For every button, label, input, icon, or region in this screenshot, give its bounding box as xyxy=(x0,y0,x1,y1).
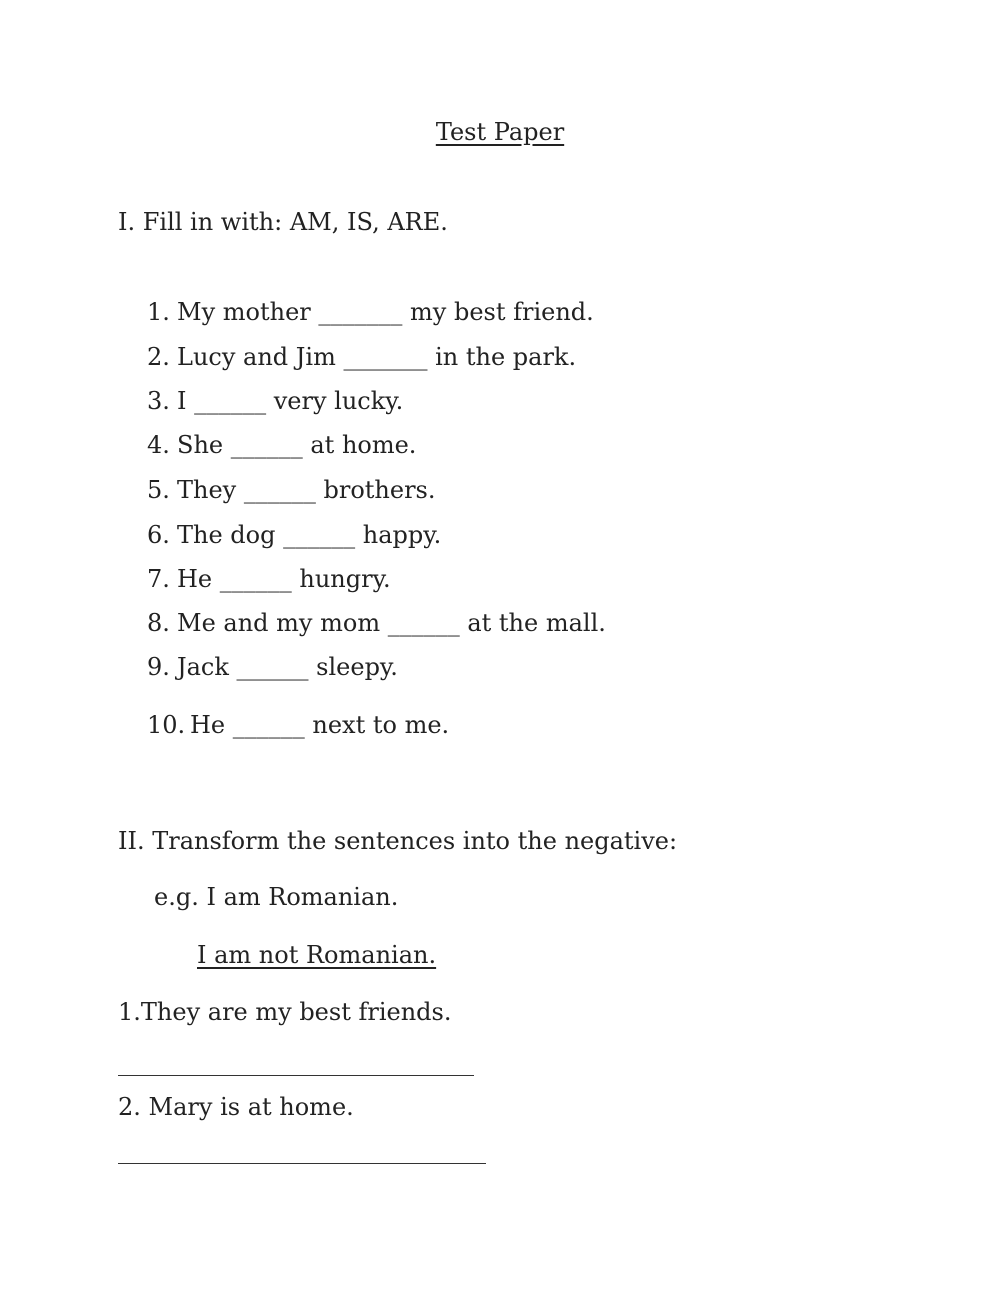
item-number: 10. xyxy=(147,711,186,739)
item-number: 1. xyxy=(147,298,170,326)
transform-item-1: 1.They are my best friends. xyxy=(118,998,452,1026)
answer-line-1[interactable] xyxy=(118,1075,474,1076)
item-number: 5. xyxy=(147,476,170,504)
item-number: 9. xyxy=(147,653,170,681)
example-answer: I am not Romanian. xyxy=(197,941,437,969)
section1-heading: I. Fill in with: AM, IS, ARE. xyxy=(118,208,448,236)
item-sentence: He ______ hungry. xyxy=(177,565,391,593)
item-number: 8. xyxy=(147,609,170,637)
item-sentence: Lucy and Jim _______ in the park. xyxy=(177,343,577,371)
item-sentence: Me and my mom ______ at the mall. xyxy=(177,609,606,637)
item-number: 4. xyxy=(147,431,170,459)
section2-heading: II. Transform the sentences into the negative: xyxy=(118,827,678,855)
answer-line-2[interactable] xyxy=(118,1163,486,1164)
item-sentence: Jack ______ sleepy. xyxy=(177,653,398,681)
item-sentence: My mother _______ my best friend. xyxy=(177,298,594,326)
page-title-text: Test Paper xyxy=(435,118,565,146)
item-sentence: They ______ brothers. xyxy=(177,476,436,504)
item-sentence: I ______ very lucky. xyxy=(177,387,404,415)
page-title xyxy=(0,120,1000,144)
transform-item-2: 2. Mary is at home. xyxy=(118,1093,354,1121)
item-number: 6. xyxy=(147,521,170,549)
item-sentence: She ______ at home. xyxy=(177,431,417,459)
item-number: 2. xyxy=(147,343,170,371)
item-sentence: The dog ______ happy. xyxy=(177,521,442,549)
item-number: 3. xyxy=(147,387,170,415)
example-sentence: e.g. I am Romanian. xyxy=(154,883,399,911)
item-sentence: He ______ next to me. xyxy=(190,711,450,739)
item-number: 7. xyxy=(147,565,170,593)
